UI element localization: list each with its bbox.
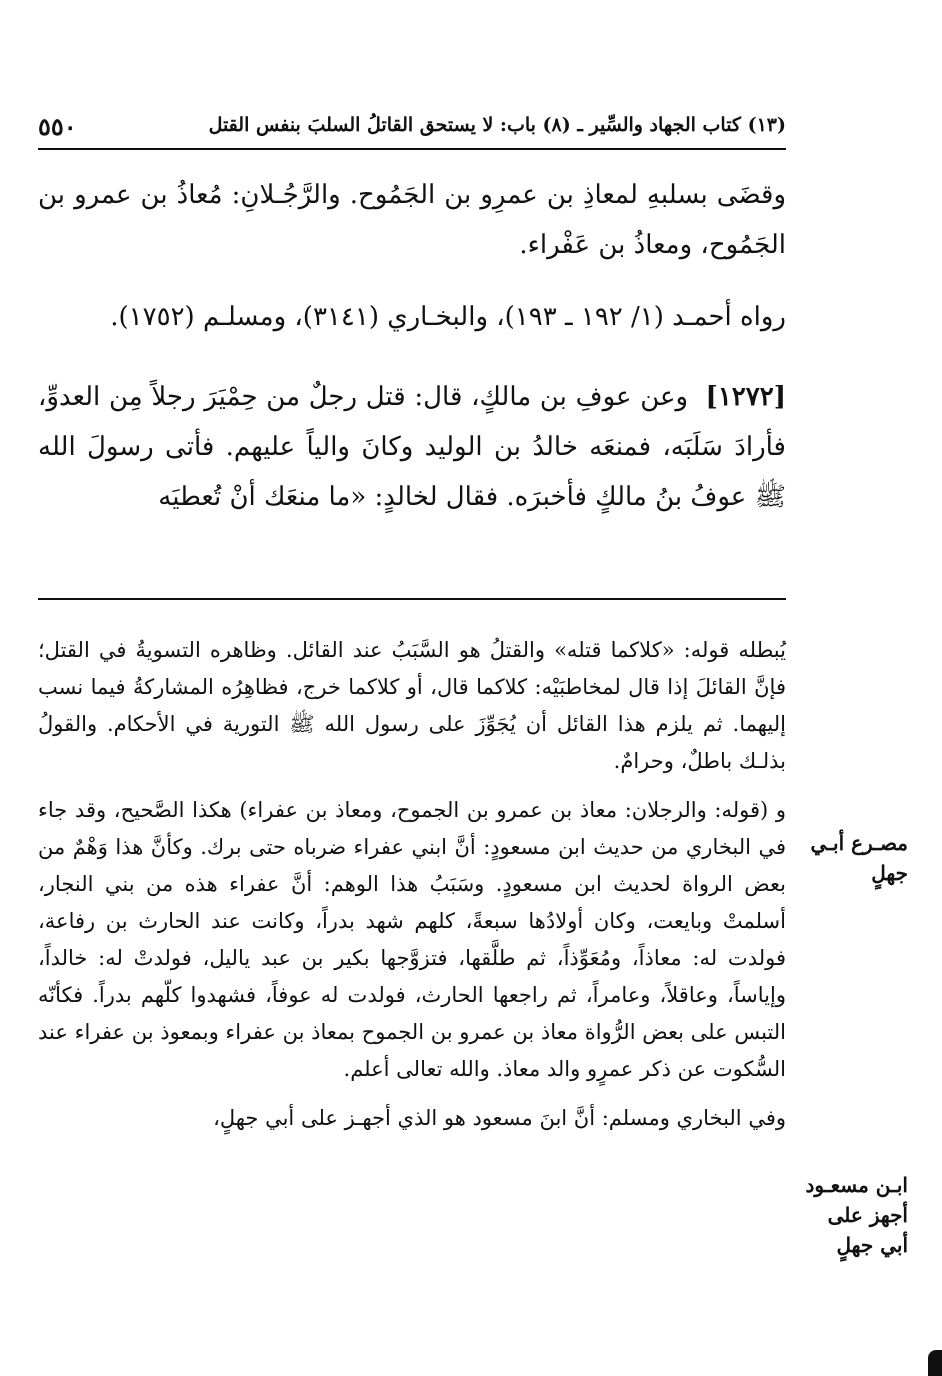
hadith-number: [١٢٧٢] <box>705 382 786 412</box>
margin-note-abu-jahl-death: مصـرع أبـي جهلٍ <box>810 831 908 885</box>
footnote-divider <box>38 598 786 600</box>
page-header <box>38 108 786 150</box>
main-paragraph: وقضَى بسلبهِ لمعاذِ بن عمرِو بن الجَمُوح. والرَّجُـلانِ: مُعاذُ بن عمرو بن الجَمُوح، ومعاذُ بن عَفْراء. <box>38 180 786 260</box>
hadith-paragraph <box>38 372 786 522</box>
main-text <box>38 170 786 544</box>
main-paragraph: رواه أحمـد (١/ ١٩٢ ـ ١٩٣)، والبخـاري (٣١٤١)، ومسلـم (١٧٥٢). <box>110 302 786 332</box>
page-number: ٥٥٠ <box>38 112 77 141</box>
margin-note-ibn-masud: ابـن مسعـود أجهز على أبي جهلٍ <box>805 1173 908 1257</box>
commentary <box>38 632 786 1149</box>
page-edge-mark <box>928 1350 942 1376</box>
commentary-paragraph: يُبطله قوله: «كلاكما قتله» والقتلُ هو السَّبَبُ عند القائل. وظاهره التسويةُ في القتل؛ فإنَّ القائلَ إذا قال لمخاطبَيْه: كلاكما قال، أو كلاكما خرج، فظاهِرُه المشاركةُ فيما نسب إليهما. ثم يلزم هذا القائل أن يُجَوِّزَ على رسول الله ﷺ التورية في الأحكام. والقولُ بذلـك باطلٌ، وحرامٌ. <box>38 638 786 773</box>
hadith-text: وعن عوفِ بن مالكٍ، قال: قتل رجلٌ من حِمْيَرَ رجلاً مِن العدوِّ، فأرادَ سَلَبَه، فمنعَه خالدُ بن الوليد وكانَ والياً عليهم. فأتى رسولَ الله ﷺ عوفُ بنُ مالكٍ فأخبرَه. فقال لخالدٍ: «ما منعَك أنْ تُعطيَه <box>38 382 786 512</box>
commentary-paragraph: و (قوله: والرجلان: معاذ بن عمرو بن الجموح، ومعاذ بن عفراء) هكذا الصَّحيح، وقد جاء في البخاري من حديث ابن مسعودٍ: أنَّ ابني عفراء ضرباه حتى برك. وكأنَّ هذا وَهْمٌ من بعض الرواة لحديث ابن مسعودٍ. وسَبَبُ هذا الوهم: أنَّ عفراء هذه من بني النجار، أسلمتْ وبايعت، وكان أولادُها سبعةً، كلهم شهد بدراً، وكانت عند الحارث بن رفاعة، فولدت له: معاذاً، ومُعَوِّذاً، ثم طلَّقها، فتزوَّجها بكير بن عبد ياليل، فولدتْ له: خالداً، وإياساً، وعاقلاً، وعامراً، ثم راجعها الحارث، فولدت له عوفاً، فشهدوا كلّهم بدراً. فكأنّه التبس على بعض الرُّواة معاذ بن عمرو بن الجموح بمعاذ بن عفراء وبمعوذ بن عفراء عند السُّكوت عن ذكر عمرٍو والد معاذ. والله تعالى أعلم. <box>38 798 786 1081</box>
commentary-paragraph: وفي البخاري ومسلم: أنَّ ابنَ مسعود هو الذي أجهـز على أبي جهلٍ، <box>213 1106 786 1130</box>
running-title: (١٣) كتاب الجهاد والسِّير ـ (٨) باب: لا يستحق القاتلُ السلبَ بنفس القتل <box>208 114 786 136</box>
